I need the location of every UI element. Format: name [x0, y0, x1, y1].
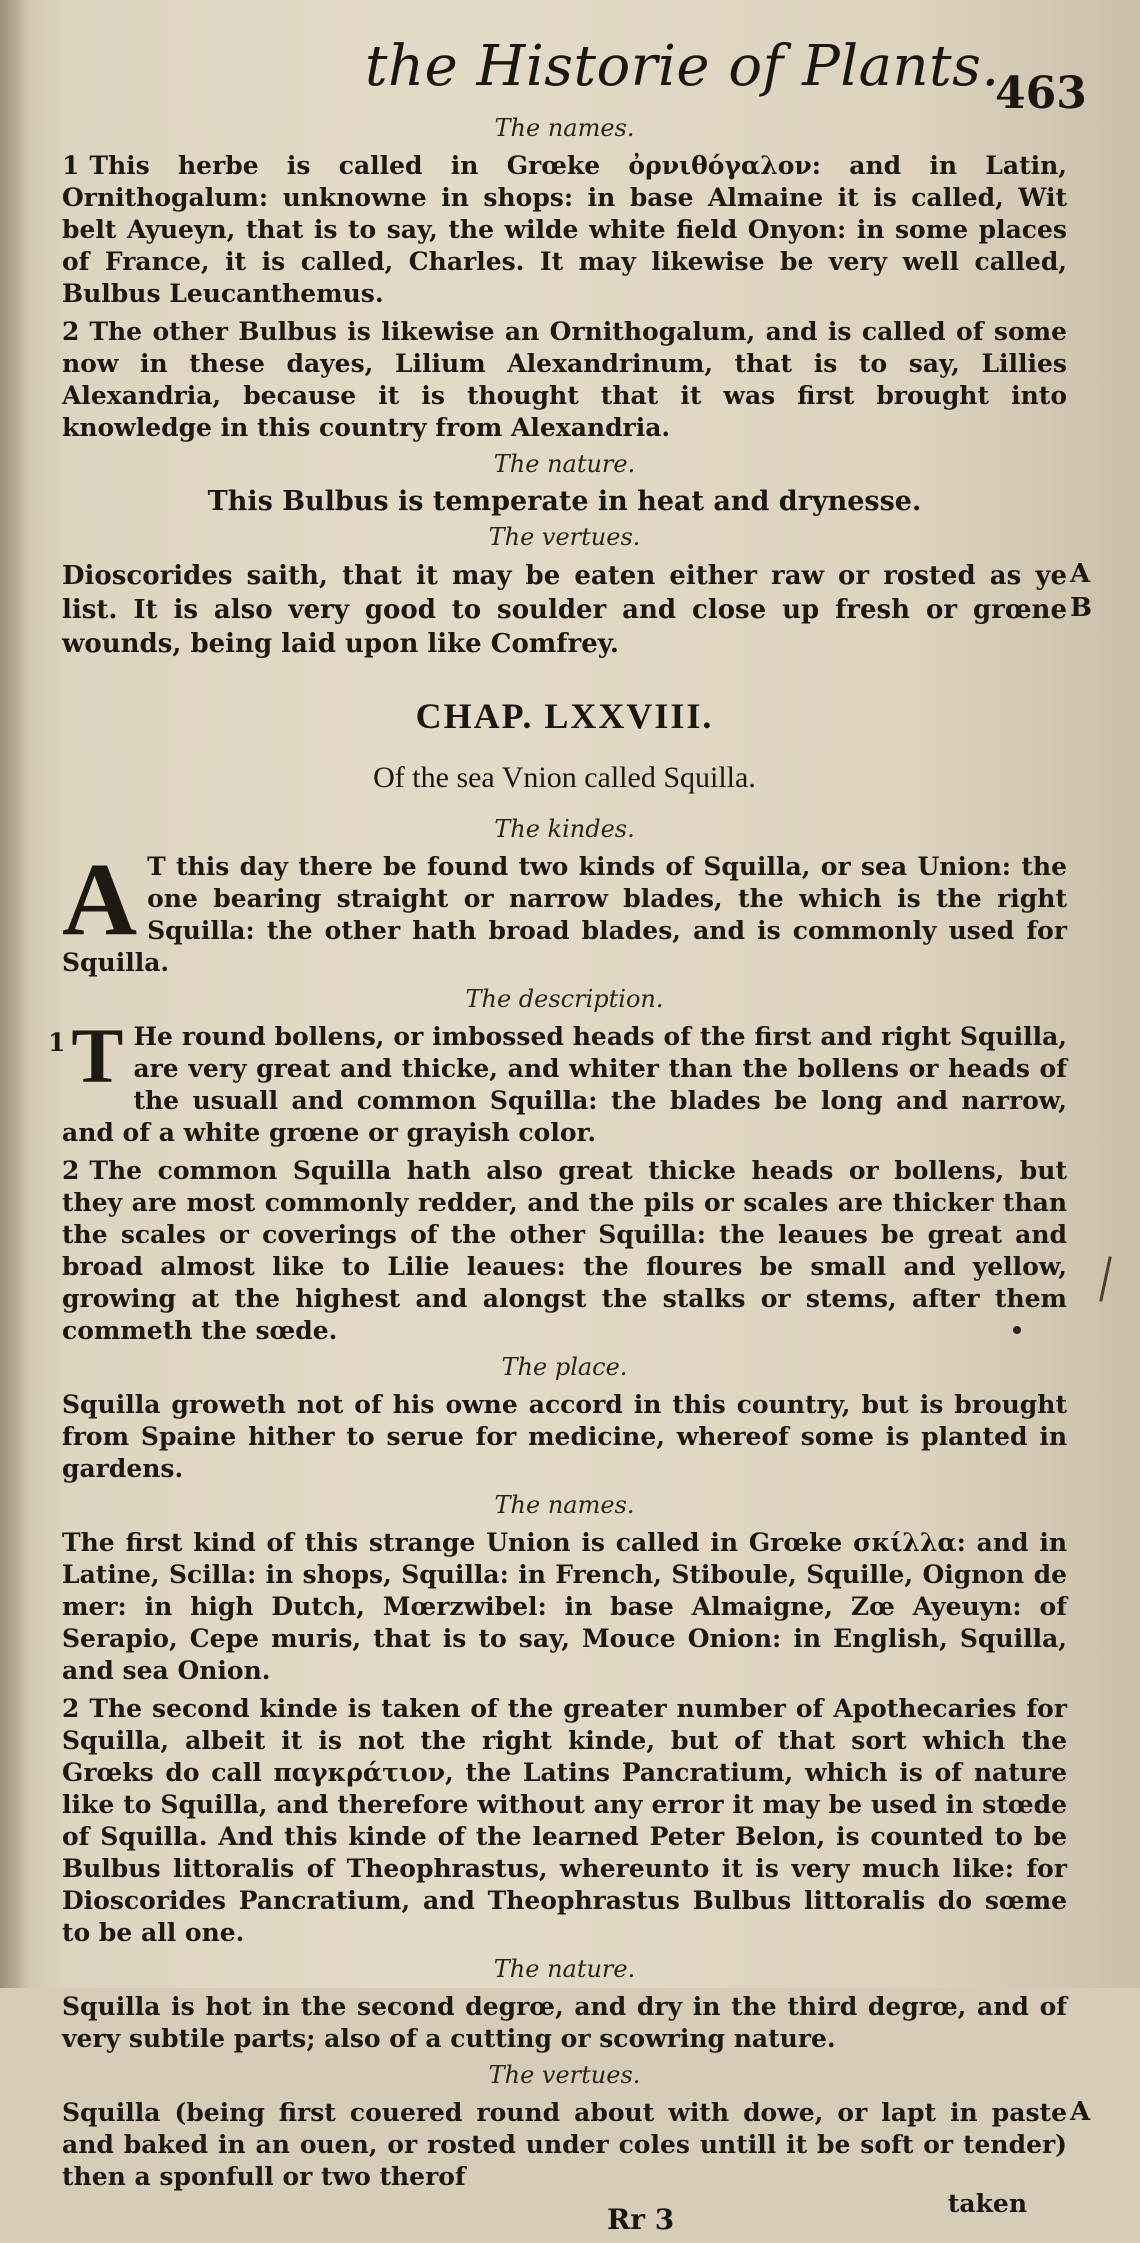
- catchword: taken: [947, 2189, 1027, 2218]
- section-heading-names: The names.: [494, 114, 635, 142]
- drop-cap: T: [71, 1012, 124, 1099]
- vertues-paragraph: Dioscorides saith, that it may be eaten either raw or rosted as ye list. It is also very good to soulder and close up fresh or grœne wounds, being laid upon like Comfrey.: [62, 561, 1067, 659]
- chapter-names-paragraph-1: The first kind of this strange Union is called in Grœke σκίλλα: and in Latine, Scilla: in shops, Squilla: in French, Stiboule, Squille, Oignon de mer: in high Dutch, Mœrzwibel: in base Almaigne, Zœ Ayeuyn: of Serapio, Cepe muris, that is to say, Mouce Onion: in English, Squilla, and sea Onion.: [62, 1528, 1067, 1685]
- chapter-title: CHAP. LXXVIII.: [415, 696, 714, 736]
- description-paragraph-2: [62, 1155, 1067, 1347]
- paragraph-text: T this day there be found two kinds of Squilla, or sea Union: the one bearing straight or narrow blades, the which is the right Squilla: the other hath broad blades, and is commonly used for Squilla.: [62, 852, 1067, 977]
- paragraph-number: 2: [62, 317, 80, 346]
- gutter-shadow: [0, 0, 30, 1988]
- description-paragraph-1: [48, 1012, 1067, 1149]
- page-number: 463: [995, 68, 1087, 119]
- kindes-paragraph: [62, 842, 1067, 979]
- paragraph-text: The second kinde is taken of the greater number of Apothecaries for Squilla, albeit it is not the right kinde, but of that sort which the Grœks do call παγκράτιον, the Latins Pancratium, which is of nature like to Squilla, and therefore without any error it may be used in stœde of Squilla. And this kinde of the learned Peter Belon, is counted to be Bulbus littoralis of Theophrastus, whereunto it is very much like: for Dioscorides Pancratium, and Theophrastus Bulbus littoralis do sœme to be all one.: [62, 1694, 1067, 1947]
- paragraph-number: 1: [62, 151, 80, 180]
- names-paragraph-2: [62, 316, 1067, 444]
- names-paragraph-1: [62, 150, 1067, 310]
- section-heading-vertues-2: The vertues.: [488, 2061, 641, 2089]
- paragraph-number: 2: [62, 1694, 80, 1723]
- section-heading-kindes: The kindes.: [494, 815, 635, 843]
- chapter-vertues-block: [62, 2097, 1091, 2193]
- signature-mark: Rr 3: [607, 2203, 675, 2236]
- chapter-subtitle: Of the sea Vnion called Squilla.: [373, 761, 756, 794]
- section-heading-nature-2: The nature.: [493, 1955, 636, 1983]
- section-heading-place: The place.: [501, 1353, 628, 1381]
- page-footer: [62, 2189, 1067, 2243]
- margin-letter-b: B: [1070, 593, 1092, 623]
- page-header: [0, 28, 1140, 119]
- paragraph-text: He round bollens, or imbossed heads of the first and right Squilla, are very great and thicke, and whiter than the bollens or heads of the usuall and common Squilla: the blades be long and narrow, and of a white grœne or grayish color.: [62, 1022, 1067, 1147]
- vertues-block: [62, 559, 1092, 661]
- nature-text: This Bulbus is temperate in heat and drynesse.: [207, 486, 922, 517]
- section-heading-names-2: The names.: [494, 1491, 635, 1519]
- drop-cap: A: [62, 842, 138, 957]
- section-heading-description: The description.: [465, 985, 664, 1013]
- paragraph-number: 2: [62, 1156, 80, 1185]
- section-heading-vertues: The vertues.: [488, 523, 641, 551]
- paragraph-text: The other Bulbus is likewise an Ornithogalum, and is called of some now in these dayes, Lilium Alexandrinum, that is to say, Lillies Alexandria, because it is thought that it was first brought into knowledge in this country from Alexandria.: [62, 317, 1067, 442]
- paragraph-text: The common Squilla hath also great thicke heads or bollens, but they are most commonly redder, and the pils or scales are thicker than the scales or coverings of the other Squilla: the leaues be great and broad almost like to Lilie leaues: the floures be small and yellow, growing at the highest and alongst the stalks or stems, after them commeth the sœde.: [62, 1156, 1067, 1345]
- running-head: the Historie of Plants.: [365, 34, 1000, 99]
- chapter-nature-paragraph: Squilla is hot in the second degrœ, and dry in the third degrœ, and of very subtile parts; also of a cutting or scowring nature.: [62, 1992, 1067, 2053]
- chapter-vertues-paragraph: Squilla (being first couered round about with dowe, or lapt in paste and baked in an ouen, or rosted under coles untill it be soft or tender) then a sponfull or two therof: [62, 2098, 1067, 2191]
- section-heading-nature: The nature.: [493, 450, 636, 478]
- page-body: [48, 108, 1092, 2243]
- chapter-names-paragraph-2: [62, 1693, 1067, 1949]
- paragraph-number: 1: [48, 1028, 66, 1057]
- margin-letter-a: A: [1070, 559, 1091, 589]
- ink-dot-mark: [1013, 1326, 1021, 1334]
- ink-stroke-mark: [1099, 1256, 1111, 1302]
- paragraph-text: This herbe is called in Grœke ὀρνιθόγαλον: and in Latin, Ornithogalum: unknowne in shops: in base Almaine it is called, Wit belt Ayueyn, that is to say, the wilde white field Onyon: in some places of France, it is called, Charles. It may likewise be very well called, Bulbus Leucanthemus.: [62, 151, 1067, 308]
- place-paragraph: Squilla groweth not of his owne accord in this country, but is brought from Spaine hither to serue for medicine, whereof some is planted in gardens.: [62, 1390, 1067, 1483]
- margin-letter-a: A: [1070, 2097, 1091, 2127]
